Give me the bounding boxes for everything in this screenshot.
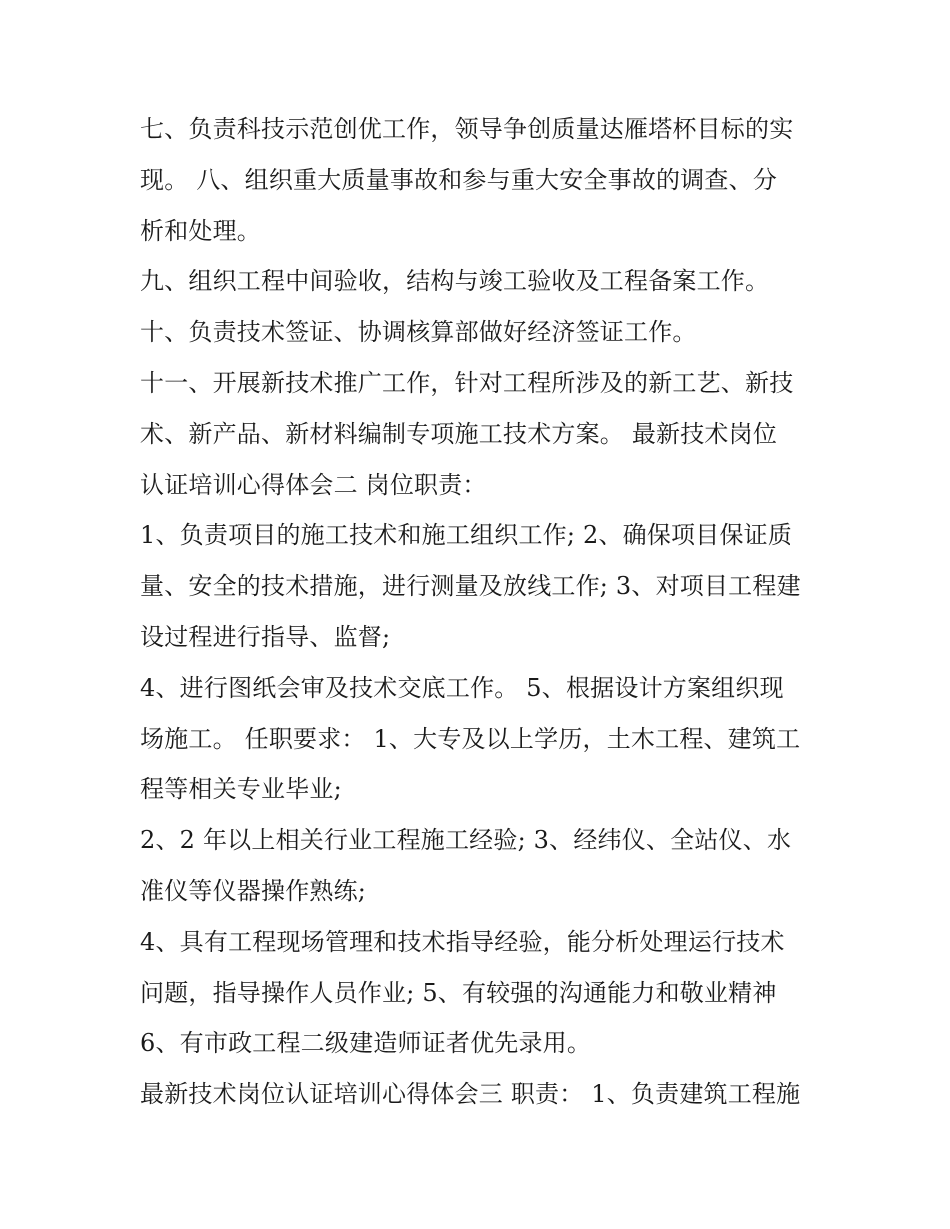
text-line: 程等相关专业毕业;	[140, 775, 342, 804]
paragraph-9	[140, 256, 820, 307]
text-line: 十、负责技术签证、协调核算部做好经济签证工作。	[140, 318, 697, 347]
text-line: 十一、开展新技术推广工作，针对工程所涉及的新工艺、新技	[140, 368, 794, 397]
text-line: 术、新产品、新材料编制专项施工技术方案。 最新技术岗位	[140, 419, 778, 448]
text-line: 场施工。 任职要求： 1、大专及以上学历，土木工程、建筑工	[140, 724, 801, 753]
paragraph-7	[140, 104, 820, 256]
text-line: 认证培训心得体会二 岗位职责：	[140, 470, 487, 499]
text-line: 最新技术岗位认证培训心得体会三 职责： 1、负责建筑工程施	[140, 1080, 801, 1109]
text-line: 2、2 年以上相关行业工程施工经验; 3、经纬仪、全站仪、水	[140, 826, 792, 855]
paragraph-duties-1	[140, 510, 820, 662]
paragraph-10	[140, 307, 820, 358]
text-line: 七、负责科技示范创优工作，领导争创质量达雁塔杯目标的实	[140, 115, 794, 143]
text-line: 析和处理。	[140, 216, 261, 245]
text-line: 九、组织工程中间验收，结构与竣工验收及工程备案工作。	[140, 267, 770, 296]
text-line: 准仪等仪器操作熟练;	[140, 876, 367, 905]
text-line: 4、具有工程现场管理和技术指导经验，能分析处理运行技术	[140, 927, 785, 956]
paragraph-requirements-6	[140, 1018, 820, 1069]
text-line: 现。 八、组织重大质量事故和参与重大安全事故的调查、分	[140, 165, 778, 194]
text-line: 设过程进行指导、监督;	[140, 622, 391, 651]
text-line: 1、负责项目的施工技术和施工组织工作; 2、确保项目保证质	[140, 521, 793, 550]
paragraph-duties-4	[140, 663, 820, 815]
text-line: 6、有市政工程二级建造师证者优先录用。	[140, 1029, 592, 1058]
paragraph-requirements-2	[140, 815, 820, 917]
paragraph-requirements-4	[140, 917, 820, 1019]
document-body	[140, 104, 820, 1120]
paragraph-section-3	[140, 1069, 820, 1120]
text-line: 4、进行图纸会审及技术交底工作。 5、根据设计方案组织现	[140, 673, 784, 702]
text-line: 问题，指导操作人员作业; 5、有较强的沟通能力和敬业精神	[140, 978, 777, 1007]
text-line: 量、安全的技术措施，进行测量及放线工作; 3、对项目工程建	[140, 572, 801, 601]
paragraph-11	[140, 358, 820, 510]
